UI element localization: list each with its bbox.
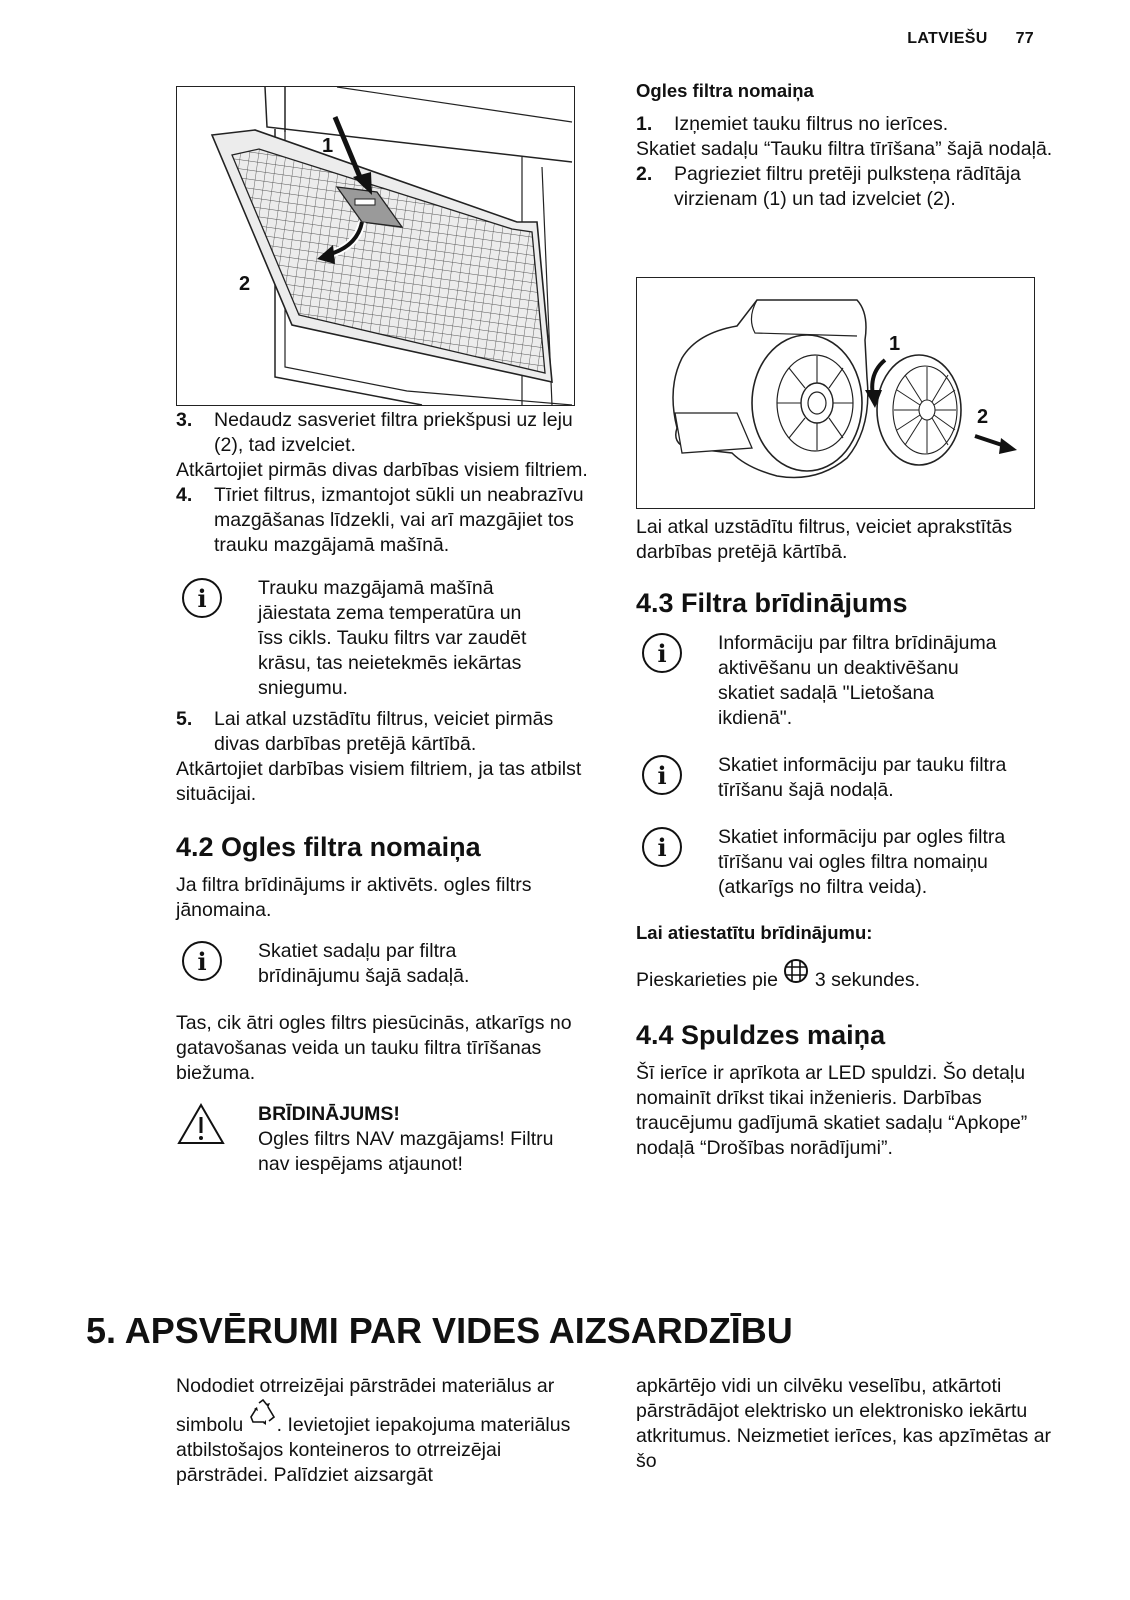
subheading-charcoal-replacement: Ogles filtra nomaiņa xyxy=(636,80,814,101)
figure-callout-2: 2 xyxy=(239,273,251,295)
info-icon: i xyxy=(182,578,222,618)
warning-note xyxy=(176,1102,596,1177)
step-2 xyxy=(636,162,1056,212)
saturation-text: Tas, cik ātri ogles filtrs piesūcinās, atkarīgs no gatavošanas veida un tauku filtra tīrīšanas biežuma. xyxy=(176,1012,572,1084)
step-number: 5. xyxy=(176,708,193,730)
section-heading-4-3: 4.3 Filtra brīdinājums xyxy=(636,588,908,618)
reset-text-after: 3 sekundes. xyxy=(814,969,920,991)
chapter-heading: 5. APSVĒRUMI PAR VIDES AIZSARDZĪBU xyxy=(86,1310,793,1351)
figure-callout-2: 2 xyxy=(977,406,989,428)
charcoal-filter-drawing xyxy=(637,278,1034,508)
filter-grid-icon xyxy=(783,958,809,984)
info-icon: i xyxy=(642,755,682,795)
header-language: LATVIEŠU xyxy=(907,30,988,47)
recycle-text-before: Nododiet otrreizējai pārstrādei materiālus ar simbolu xyxy=(176,1375,555,1436)
step-text: Izņemiet tauku filtrus no ierīces. xyxy=(674,113,949,135)
reset-heading: Lai atiestatītu brīdinājumu: xyxy=(636,922,873,943)
step-text: Tīriet filtrus, izmantojot sūkli un neabrazīvu mazgāšanas līdzekli, vai arī mazgājiet tos trauku mazgājamā mašīnā. xyxy=(214,484,584,556)
chapter-left-text xyxy=(176,1374,596,1488)
info-icon: i xyxy=(642,827,682,867)
info-icon: i xyxy=(642,633,682,673)
grease-filter-illustration xyxy=(176,86,575,406)
step-1-followup: Skatiet sadaļu “Tauku filtra tīrīšana” šajā nodaļā. xyxy=(636,138,1053,160)
info-note xyxy=(176,939,596,989)
chapter-right-text: apkārtējo vidi un cilvēku veselību, atkārtoti pārstrādājot elektrisko un elektronisko iekārtu atkritumus. Neizmetiet ierīces, kas apzīmētas ar šo xyxy=(636,1375,1052,1472)
left-column xyxy=(176,408,596,1189)
step-text: Nedaudz sasveriet filtra priekšpusi uz leju (2), tad izvelciet. xyxy=(214,409,573,456)
grease-filter-drawing xyxy=(177,87,574,405)
info-note xyxy=(636,631,1056,731)
section-heading-4-4: 4.4 Spuldzes maiņa xyxy=(636,1020,886,1050)
info-note-text: Informāciju par filtra brīdinājuma aktivēšanu un deaktivēšanu skatiet sadaļā "Lietošana ikdienā". xyxy=(718,632,997,729)
warning-text: Ogles filtrs NAV mazgājams! Filtru nav iespējams atjaunot! xyxy=(258,1128,554,1175)
recycle-text-after: . Ievietojiet iepakojuma materiālus atbilstošajos konteineros to otrreizējai pārstrādei. Palīdziet aizsargāt xyxy=(176,1414,571,1486)
recycling-icon xyxy=(249,1399,277,1425)
figure-callout-1: 1 xyxy=(889,333,901,355)
page-header xyxy=(879,30,1034,48)
info-icon: i xyxy=(182,941,222,981)
info-note xyxy=(636,825,1056,900)
warning-icon xyxy=(176,1102,226,1146)
section-4-4-text: Šī ierīce ir aprīkota ar LED spuldzi. Šo detaļu nomainīt drīkst tikai inženieris. Darbības traucējumu gadījumā skatiet sadaļu “Apkope” nodaļā “Drošības norādījumi”. xyxy=(636,1062,1028,1159)
step-text: Lai atkal uzstādītu filtrus, veiciet pirmās divas darbības pretējā kārtībā. xyxy=(214,708,554,755)
reset-text-before: Pieskarieties pie xyxy=(636,969,778,991)
info-note-text: Skatiet informāciju par ogles filtra tīrīšanu vai ogles filtra nomaiņu (atkarīgs no filtra veida). xyxy=(718,826,1006,898)
reset-instruction xyxy=(636,958,1056,993)
step-number: 4. xyxy=(176,484,193,506)
info-note-text: Trauku mazgājamā mašīnā jāiestata zema temperatūra un īss cikls. Tauku filtrs var zaudēt krāsu, tas neietekmēs iekārtas sniegumu. xyxy=(258,577,527,699)
step-number: 2. xyxy=(636,163,653,185)
step-5 xyxy=(176,707,596,757)
right-column-bottom xyxy=(636,515,1056,1161)
info-note xyxy=(636,753,1056,803)
reinstall-text: Lai atkal uzstādītu filtrus, veiciet aprakstītās darbības pretējā kārtībā. xyxy=(636,516,1013,563)
step-4 xyxy=(176,483,596,558)
step-3 xyxy=(176,408,596,458)
step-3-followup: Atkārtojiet pirmās divas darbības visiem filtriem. xyxy=(176,459,588,481)
info-note-text: Skatiet informāciju par tauku filtra tīrīšanu šajā nodaļā. xyxy=(718,754,1007,801)
step-number: 1. xyxy=(636,113,653,135)
page-number: 77 xyxy=(1015,30,1034,47)
step-1 xyxy=(636,112,1056,137)
charcoal-filter-illustration xyxy=(636,277,1035,509)
section-heading-4-2: 4.2 Ogles filtra nomaiņa xyxy=(176,832,481,862)
section-4-2-intro: Ja filtra brīdinājums ir aktivēts. ogles filtrs jānomaina. xyxy=(176,874,532,921)
step-text: Pagrieziet filtru pretēji pulksteņa rādītāja virzienam (1) un tad izvelciet (2). xyxy=(674,163,1021,210)
step-number: 3. xyxy=(176,409,193,431)
info-note-text: Skatiet sadaļu par filtra brīdinājumu šajā sadaļā. xyxy=(258,940,470,987)
figure-callout-1: 1 xyxy=(322,135,334,157)
warning-title: BRĪDINĀJUMS! xyxy=(258,1103,400,1125)
step-5-followup: Atkārtojiet darbības visiem filtriem, ja tas atbilst situācijai. xyxy=(176,758,582,805)
right-column-top xyxy=(636,80,1056,212)
info-note xyxy=(176,576,596,701)
